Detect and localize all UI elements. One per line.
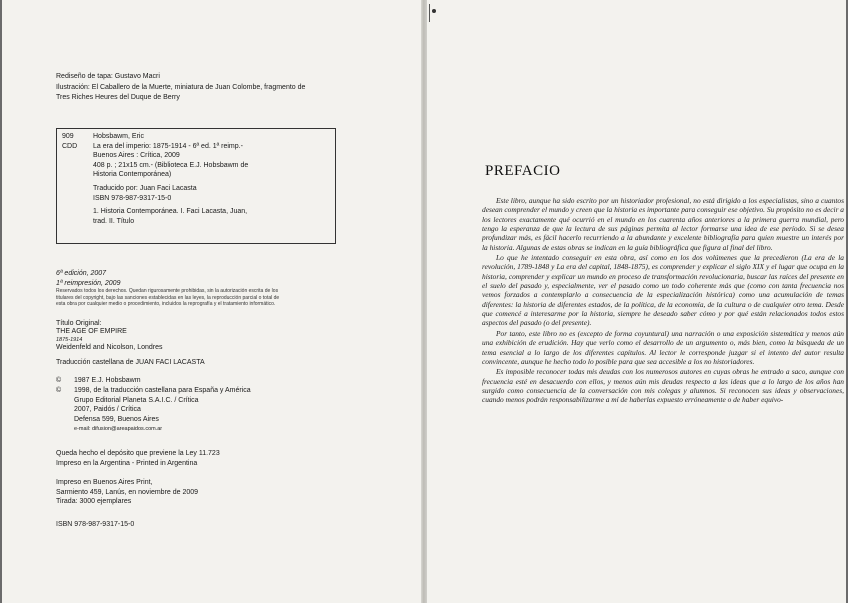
credit-line: Tres Riches Heures del Duque de Berry <box>56 94 180 101</box>
legal-line: Reservados todos los derechos. Quedan rigurosamente prohibidas, sin la autorización escrita de los <box>56 288 279 294</box>
copyright-text: 1987 E.J. Hobsbawm <box>74 377 141 384</box>
original-title-text: THE AGE OF EMPIRE <box>56 328 127 335</box>
credit-line: Rediseño de tapa: Gustavo Macri <box>56 73 160 80</box>
paragraph: Por tanto, este libro no es (excepto de forma coyuntural) una narración o una exposición sistemática y menos aún una exhibición de erudición. Hay que verlo como el desarrollo de un argumento o, más bien, como la búsqueda de un tema esencial a lo largo de los diferentes capítulos. Al lector le corresponde juzgar si el intento del autor resulta convincente, aunque he hecho todo lo posible para que sea accesible a los no historiadores. <box>482 328 844 366</box>
paragraph: Este libro, aunque ha sido escrito por un historiador profesional, no está dirigido a los especialistas, sino a cuantos desean comprender el mundo y creen que la historia es importante para conseguir ese objetivo. Su propósito no es decir a los lectores exactamente qué ocurrió en el mundo en los cuarenta años anteriores a la primera guerra mundial, pero tengo la esperanza de que la lectura de sus páginas permita al lector formarse una idea de ese período. Si se desea profundizar más, es fácil hacerlo recurriendo a la abundante y excelente bibliografía para quien muestre un interés por la historia. Algunas de estas obras se indican en la guía bibliográfica que figura al final del libro. <box>482 196 844 252</box>
legal-line: esta obra por cualquier medio o procedimiento, incluidos la reprografía y el tratamiento informático. <box>56 301 276 308</box>
publisher-email: e-mail: difusion@areapaidos.com.ar <box>74 425 163 432</box>
cip-line: 1. Historia Contemporánea. I. Faci Lacasta, Juan, <box>93 208 248 216</box>
cip-line: La era del imperio: 1875-1914 - 6ª ed. 1ª reimp.- <box>93 142 243 150</box>
credit-line: Ilustración: El Caballero de la Muerte, miniatura de Juan Colombe, fragmento de <box>56 83 306 91</box>
deposit-line: Impreso en la Argentina - Printed in Argentina <box>56 459 198 467</box>
translator-line: Traducción castellana de JUAN FACI LACASTA <box>56 359 205 366</box>
preface-page <box>425 0 846 603</box>
edition-line: 1ª reimpresión, 2009 <box>56 280 121 287</box>
cip-line: 408 p. ; 21x15 cm.- (Biblioteca E.J. Hobsbawm de <box>93 161 249 169</box>
cover-credits <box>56 72 396 104</box>
cip-codes <box>62 132 82 151</box>
copyright-block <box>56 376 251 435</box>
edition-line: 6ª edición, 2007 <box>56 270 107 277</box>
copyright-page <box>2 0 423 603</box>
cataloging-box <box>56 128 336 244</box>
printer-line: Impreso en Buenos Aires Print, <box>56 479 153 486</box>
copyright-icon: © <box>56 377 62 384</box>
isbn: ISBN 978-987-9317-15-0 <box>56 521 135 528</box>
book-spread <box>2 0 846 603</box>
cip-body <box>93 132 329 226</box>
original-label: Título Original: <box>56 320 102 327</box>
printer-info <box>56 478 198 507</box>
copyright-row <box>56 376 251 386</box>
cip-line: Traducido por: Juan Faci Lacasta <box>93 184 197 192</box>
original-publisher: Weidenfeld and Nicolson, Londres <box>56 344 163 351</box>
cip-line: ISBN 978-987-9317-15-0 <box>93 194 172 202</box>
printer-line: Sarmiento 459, Lanús, en noviembre de 2009 <box>56 488 199 496</box>
page-title: PREFACIO <box>485 163 561 179</box>
cip-line: Hobsbawm, Eric <box>93 133 144 140</box>
deposit-line: Queda hecho el depósito que previene la Ley 11.723 <box>56 450 220 457</box>
legal-notice <box>56 288 366 308</box>
cip-line: Historia Contemporánea) <box>93 171 172 179</box>
preface-body <box>482 196 844 406</box>
original-years: 1875-1914 <box>56 337 83 343</box>
cip-code: CDD <box>62 142 78 150</box>
printer-line: Tirada: 3000 ejemplares <box>56 498 132 506</box>
copyright-row <box>56 386 251 396</box>
copyright-icon: © <box>56 386 62 394</box>
paragraph: Lo que he intentado conseguir en esta obra, así como en los dos volúmenes que la precedieron (La era de la revolución, 1789-1848 y La era del capital, 1848-1875), es comprender y explicar el siglo XIX y el lugar que ocupa en la historia, comprender y explicar un mundo en proceso de transformación revolucionaria, buscar las raíces del presente en el suelo del pasado y, especialmente, ver el pasado como un todo coherente más que (como con tanta frecuencia nos vemos forzados a contemplarlo a consecuencia de la especialización histórica) como una acumulación de temas diferentes: la historia de diferentes estados, de la política, de la economía, de la cultura o de cualquier otro tema. Desde que comencé a interesarme por la historia, siempre he deseado saber cómo y por qué están relacionados todos estos aspectos del pasado (o del presente). <box>482 253 844 328</box>
legal-line: titulares del copyright, bajo las sanciones establecidas en las leyes, la reproducción parcial o total de <box>56 294 280 301</box>
publisher-line: Defensa 599, Buenos Aires <box>74 416 159 424</box>
cip-line: trad. II. Título <box>93 217 135 225</box>
paragraph: Es imposible reconocer todas mis deudas con los numerosos autores en cuyas obras he entrado a saco, aunque con frecuencia esté en desacuerdo con ellos, y menos aún mis deudas respecto a las ideas que a lo largo de los años han surgido como consecuencia de la conversación con mis colegas y alumnos. Si reconocen sus ideas y observaciones, cuando menos podrán responsabilizarme a mí de haberlas expuesto erróneamente o de haber equivo- <box>482 367 844 405</box>
cip-code: 909 <box>62 133 74 140</box>
publisher-line: Grupo Editorial Planeta S.A.I.C. / Crítica <box>74 396 199 404</box>
publisher-line: 2007, Paidós / Crítica <box>74 406 141 414</box>
edition-info <box>56 269 120 289</box>
cip-line: Buenos Aires : Crítica, 2009 <box>93 152 180 160</box>
copyright-text: 1998, de la traducción castellana para España y América <box>74 386 251 394</box>
legal-deposit <box>56 449 220 468</box>
original-title <box>56 320 163 352</box>
